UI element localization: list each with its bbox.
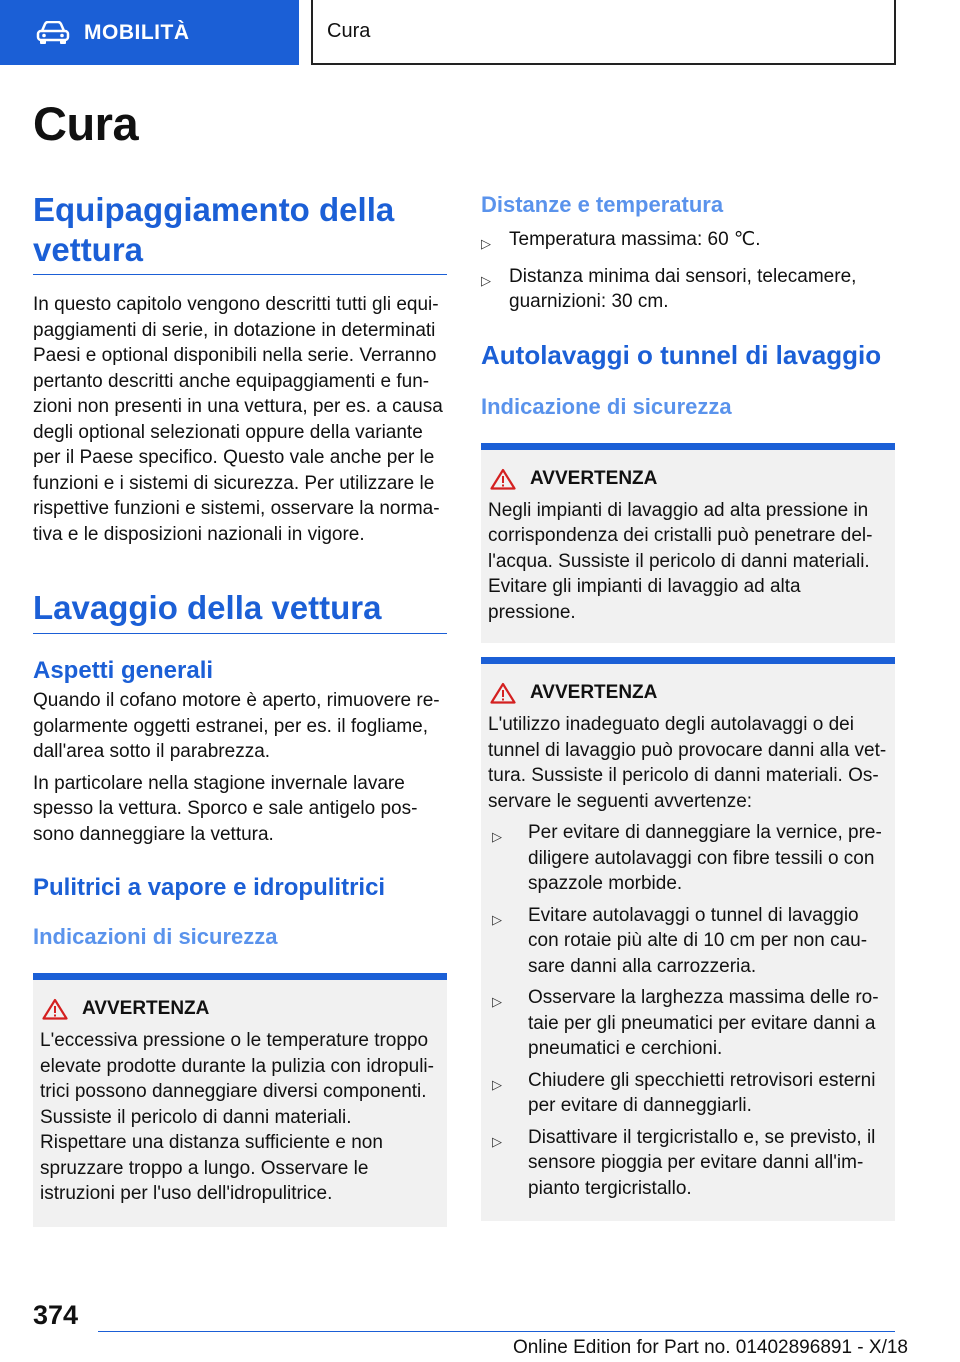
warning-triangle-icon bbox=[42, 998, 68, 1020]
list-item-text: Evitare autolavaggi o tunnel di lavaggio con rotaie più alte di 10 cm per non causare danni alla carrozzeria. bbox=[528, 904, 868, 977]
warning-header bbox=[488, 468, 887, 490]
warning-header bbox=[488, 682, 887, 704]
list-item-text: Chiudere gli specchietti retrovisori esterni per evitare di danneggiarli. bbox=[528, 1069, 876, 1116]
general-heading: Aspetti generali bbox=[33, 657, 214, 684]
bullet-triangle-icon: ▷ bbox=[492, 1133, 502, 1149]
warning-triangle-icon bbox=[490, 468, 516, 490]
warning-triangle-icon bbox=[490, 682, 516, 704]
car-icon bbox=[36, 21, 70, 45]
list-item-text: Temperatura massima: 60 ℃. bbox=[509, 229, 761, 250]
warning-text: L'eccessiva pressione o le temperature troppo elevate prodotte durante la pulizia con idropulitrici possono danneggiare diversi componenti. Sussiste il pericolo di danni materiali. Rispettare una distanza sufficiente e non spruzzare troppo a lungo. Osservare le istruzioni per l'uso dell'idropulitrice. bbox=[40, 1030, 434, 1204]
warning-title: AVVERTENZA bbox=[82, 998, 210, 1019]
bullet-triangle-icon: ▷ bbox=[492, 829, 502, 844]
bullet-triangle-icon: ▷ bbox=[492, 911, 502, 927]
warning-header bbox=[40, 998, 439, 1020]
footer-divider bbox=[98, 1331, 895, 1332]
equipment-section-header bbox=[33, 190, 447, 275]
list-item bbox=[488, 1068, 887, 1119]
warning-box-pressure-washer bbox=[33, 973, 447, 1227]
equipment-heading: Equipaggiamento della vettura bbox=[33, 191, 395, 268]
general-text-1: Quando il cofano motore è aperto, rimuovere regolarmente oggetti estranei, per es. il fogliame, dall'area sotto il parabrezza. bbox=[33, 690, 440, 762]
carwash-list bbox=[488, 820, 887, 1201]
wash-heading: Lavaggio della vettura bbox=[33, 589, 382, 626]
warning-title: AVVERTENZA bbox=[530, 682, 658, 703]
warning-text: Negli impianti di lavaggio ad alta pressione in corrispondenza dei cristalli può penetrare dell'acqua. Sussiste il pericolo di danni materiali. Evitare gli impianti di lavaggio ad alta pressione. bbox=[488, 499, 873, 623]
page-title: Cura bbox=[33, 97, 139, 150]
general-text-2: In particolare nella stagione invernale lavare spesso la vettura. Sporco e sale antigelo possono danneggiare la vettura. bbox=[33, 772, 418, 845]
bullet-triangle-icon: ▷ bbox=[492, 1076, 502, 1092]
carwash-heading: Autolavaggi o tunnel di lavaggio bbox=[481, 339, 882, 370]
list-item bbox=[481, 227, 895, 257]
list-item bbox=[481, 264, 895, 315]
distance-temperature-heading: Distanze e temperatura bbox=[481, 192, 724, 217]
edition-text: Online Edition for Part no. 01402896891 - X/18 bbox=[512, 1337, 908, 1358]
equipment-text: In questo capitolo vengono descritti tutti gli equipaggiamenti di serie, in dotazione in determinati Paesi e optional disponibili nella serie. Verranno pertanto descritti anche equipaggiamenti e funzioni non presenti in una vettura, per es. a causa degli optional selezionati oppure della variante per il Paese specifico. Questo vale anche per le funzioni e i sistemi di sicurezza. Per utilizzare le rispettive funzioni e sistemi, osservare la normativa e le disposizioni nazionali in vigore. bbox=[33, 294, 443, 545]
warning-box-high-pressure bbox=[481, 443, 895, 644]
list-item bbox=[488, 903, 887, 980]
warning-title: AVVERTENZA bbox=[530, 467, 658, 489]
list-item-text: Osservare la larghezza massima delle rotaie per gli pneumatici per evitare danni a pneumatici e cerchioni. bbox=[528, 987, 879, 1059]
right-column bbox=[481, 190, 895, 1221]
chapter-tab[interactable] bbox=[311, 0, 896, 65]
safety-heading-right: Indicazione di sicurezza bbox=[481, 393, 732, 419]
list-item-text: Disattivare il tergicristallo e, se previsto, il sensore pioggia per evitare danni all'impianto tergicristallo. bbox=[528, 1126, 876, 1199]
list-item-text: Distanza minima dai sensori, telecamere, guarnizioni: 30 cm. bbox=[509, 265, 857, 312]
page-number: 374 bbox=[33, 1300, 79, 1330]
chapter-label: Cura bbox=[327, 20, 371, 42]
warning-text: L'utilizzo inadeguato degli autolavaggi o dei tunnel di lavaggio può provocare danni alla vettura. Sussiste il pericolo di danni materiali. Osservare le seguenti avvertenze: bbox=[488, 714, 887, 812]
bullet-triangle-icon: ▷ bbox=[481, 272, 491, 288]
section-tab[interactable] bbox=[0, 0, 299, 65]
steam-cleaner-heading: Pulitrici a vapore e idropulitrici bbox=[33, 874, 386, 901]
list-item bbox=[488, 820, 887, 897]
bullet-triangle-icon: ▷ bbox=[492, 994, 502, 1009]
left-column bbox=[33, 190, 447, 1227]
list-item-text: Per evitare di danneggiare la vernice, prediligere autolavaggi con fibre tessili o con spazzole morbide. bbox=[528, 822, 882, 894]
safety-heading-left: Indicazioni di sicurezza bbox=[33, 924, 278, 949]
list-item bbox=[488, 1125, 887, 1202]
section-label: MOBILITÀ bbox=[84, 20, 190, 44]
warning-box-carwash bbox=[481, 657, 895, 1221]
bullet-triangle-icon: ▷ bbox=[481, 236, 491, 251]
distance-list bbox=[481, 227, 895, 315]
wash-section-header bbox=[33, 588, 447, 634]
list-item bbox=[488, 985, 887, 1062]
